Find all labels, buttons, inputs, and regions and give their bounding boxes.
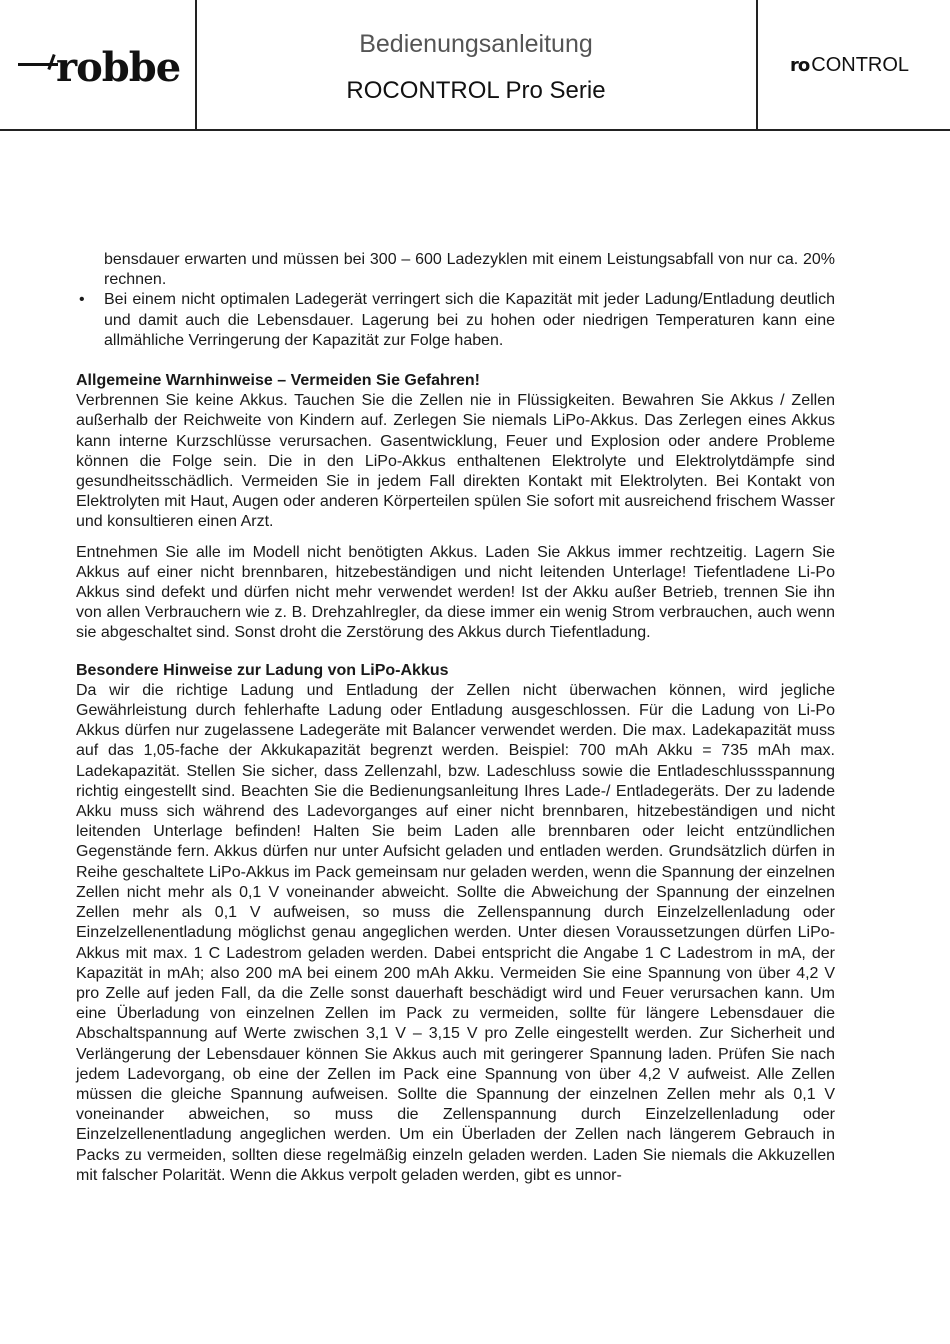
- rocontrol-brand: [790, 54, 909, 77]
- section-heading-lipo-charging: Besondere Hinweise zur Ladung von LiPo-Akkus: [76, 661, 449, 679]
- brand-text: CONTROL: [811, 54, 910, 76]
- header-divider-left: [195, 0, 197, 131]
- warnings-paragraph-1: Verbrennen Sie keine Akkus. Tauchen Sie die Zellen nie in Flüssigkeiten. Bewahren Sie Akkus / Zellen außerhalb der Reichweite von Kindern auf. Zerlegen Sie niemals LiPo-Akkus. Das Zerlegen eines Akkus kann interne Kurzschlüsse verursachen. Gasentwicklung, Feuer und Explosion oder andere Probleme können die Folge sein. Die in den LiPo-Akkus enthaltenen Elektrolyte und Elektrolytdämpfe sind gesundheitsschädlich. Vermeiden Sie in jedem Fall direkten Kontakt mit Elektrolyten. Bei Kontakt von Elektrolyten mit Haut, Augen oder anderen Körperteilen spülen Sie sofort mit ausreichend frischem Wasser und konsultieren einen Arzt.: [76, 392, 835, 531]
- robbe-logo: [18, 44, 188, 91]
- document-title: Bedienungsanleitung: [359, 30, 593, 58]
- continuation-paragraph: bensdauer erwarten und müssen bei 300 – 600 Ladezyklen mit einem Leistungsabfall von nur ca. 20% rechnen.: [104, 251, 835, 289]
- brand-mark: ro: [790, 55, 810, 76]
- header-rule: [0, 129, 950, 131]
- list-item: [76, 290, 835, 351]
- list-item-text: Bei einem nicht optimalen Ladegerät verringert sich die Kapazität mit jeder Ladung/Entladung deutlich und damit auch die Lebensdauer. Lagerung bei zu hohen oder niedrigen Temperaturen kann eine allmähliche Verringerung der Kapazität zur Folge haben.: [104, 291, 835, 349]
- warnings-paragraph-2: Entnehmen Sie alle im Modell nicht benötigten Akkus. Laden Sie Akkus immer rechtzeitig. Lagern Sie Akkus auf einer nicht brennbaren, hitzebeständigen und nicht leitenden Unterlage! Tiefentladene Li-Po Akkus sind defekt und dürfen nicht mehr verwendet werden! Ist der Akku außer Betrieb, trennen Sie ihn von allen Verbrauchern wie z. B. Drehzahlregler, da diese immer ein wenig Strom verbrauchen, auch wenn sie abgeschaltet sind. Sonst droht die Zerstörung des Akkus durch Tiefentladung.: [76, 543, 835, 642]
- lipo-charging-paragraph: Da wir die richtige Ladung und Entladung der Zellen nicht überwachen können, wird jegliche Gewährleistung durch fehlerhafte Ladung oder Entladung ausgeschlossen. Für die Ladung von Li-Po Akkus dürfen nur zugelassene Ladegeräte mit Balancer verwendet werden. Die max. Ladekapazität muss auf das 1,05-fache der Akkukapazität begrenzt werden. Beispiel: 700 mAh Akku = 735 mAh max. Ladekapazität. Stellen Sie sicher, dass Zellenzahl, bzw. Ladeschluss sowie die Entladeschlussspannung richtig eingestellt sind. Beachten Sie die Bedienungsanleitung Ihres Lade-/ Entladegeräts. Der zu ladende Akku muss sich während des Ladevorganges auf einer nicht brennbaren, hitzebeständigen und nicht leitenden Unterlage befinden! Halten Sie beim Laden alle brennbaren oder leicht entzündlichen Gegenstände fern. Akkus dürfen nur unter Aufsicht geladen und entladen werden. Grundsätzlich dürfen in Reihe geschaltete LiPo-Akkus im Pack gemeinsam nur geladen werden, wenn die Spannung der einzelnen Zellen nicht mehr als 0,1 V voneinander abweicht. Sollte die Abweichung der Spannung der einzelnen Zellen mehr als 0,1 V aufweisen, so muss die Zellenspannung durch Einzelzellenladung oder Einzelzellenentladung möglichst genau angeglichen werden. Unter diesen Voraussetzungen dürfen LiPo-Akkus mit max. 1 C Ladestrom geladen werden. Dabei entspricht die Angabe 1 C Ladestrom in mA, der Kapazität in mAh; also 200 mA bei einem 200 mAh Akku. Vermeiden Sie eine Spannung von über 4,2 V pro Zelle auf jeden Fall, da die Zelle sonst dauerhaft beschädigt wird und Feuer verursachen kann. Um eine Überladung von einzelnen Zellen im Pack zu vermeiden, sollte für längere Lebensdauer die Abschaltspannung auf Werte zwischen 3,1 V – 3,15 V pro Zelle eingestellt werden. Zur Sicherheit und Verlängerung der Lebensdauer können Sie Akkus auch mit geringerer Spannung laden. Prüfen Sie nach jedem Ladevorgang, ob eine der Zellen im Pack eine Spannung von über 4,2 V aufweist. Alle Zellen müssen die gleiche Spannung aufweisen. Sollte die Spannung der einzelnen Zellen mehr als 0,1 V voneinander abweichen, so muss die Zellenspannung durch Einzelzellenladung oder Einzelzellenentladung angeglichen werden. Um ein Überladen der Zellen nach längerem Gebrauch in Packs zu vermeiden, sollten diese regelmäßig einzeln geladen werden. Laden Sie niemals die Akkuzellen mit falscher Polarität. Wenn die Akkus verpolt geladen werden, gibt es unnor-: [76, 681, 835, 1184]
- logo-tick: [47, 54, 55, 70]
- document-subtitle: ROCONTROL Pro Serie: [346, 77, 606, 104]
- bullet-list: [76, 290, 835, 351]
- section-heading-warnings: Allgemeine Warnhinweise – Vermeiden Sie Gefahren!: [76, 372, 480, 390]
- page-header: [0, 0, 950, 131]
- logo-text: robbe: [56, 44, 181, 91]
- bullet-icon: •: [79, 291, 85, 309]
- header-divider-right: [756, 0, 758, 131]
- document-body: [76, 250, 835, 1186]
